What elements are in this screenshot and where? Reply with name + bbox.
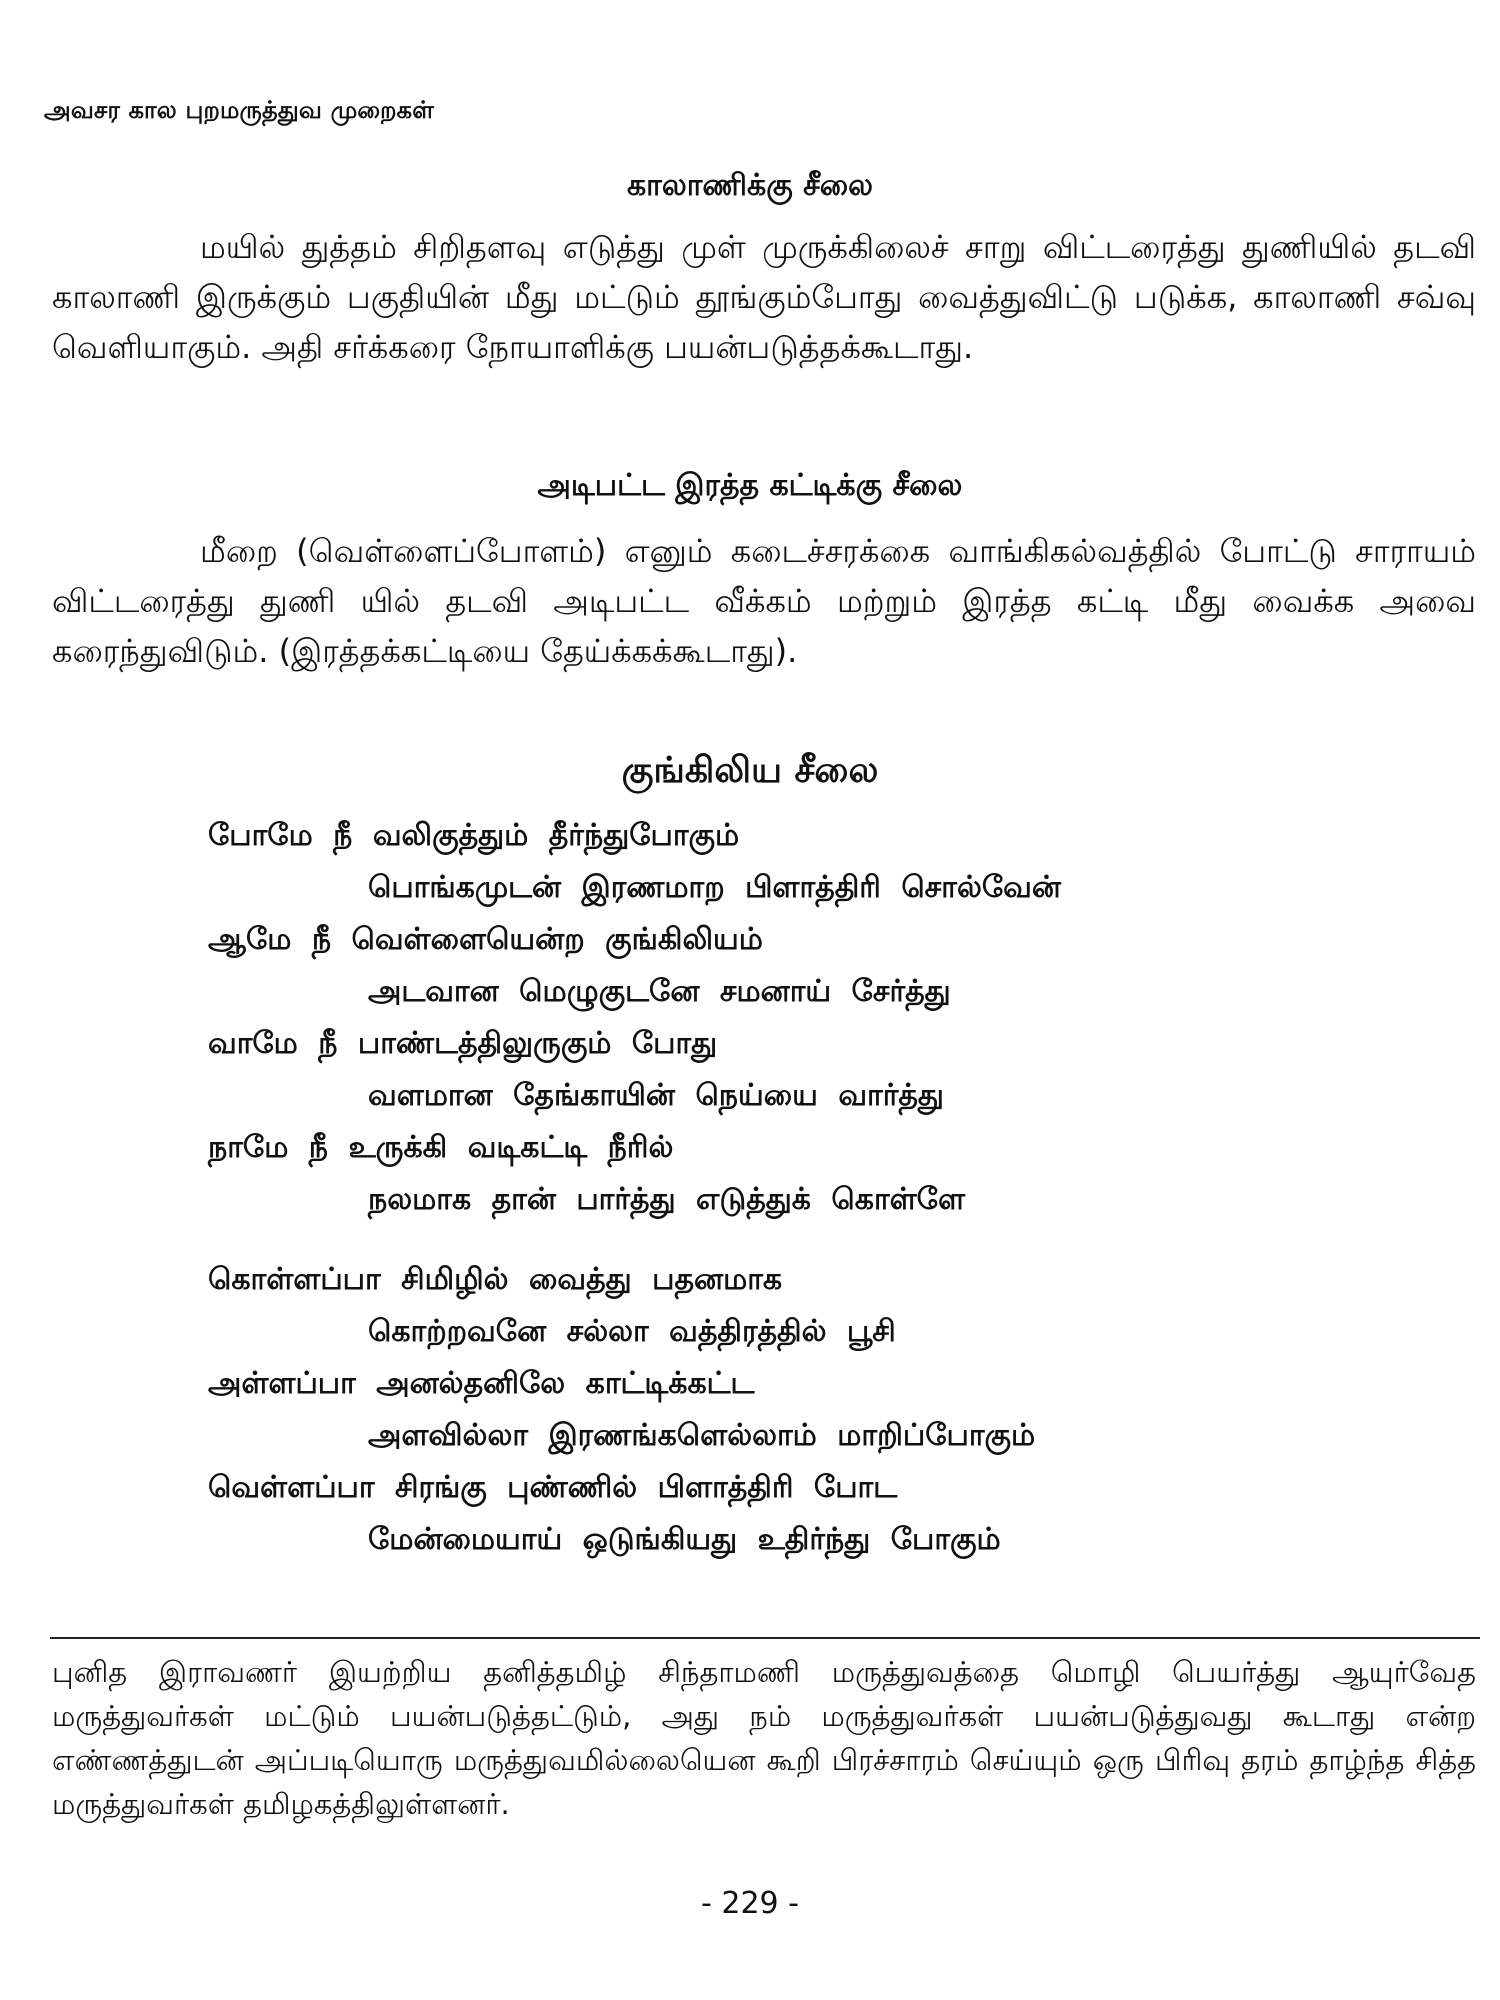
verse-line: போமே நீ வலிகுத்தும் தீர்ந்துபோகும் — [208, 818, 740, 853]
verse-line: அடவான மெழுகுடனே சமனாய் சேர்த்து — [368, 974, 951, 1009]
section-text-blood-clot-plaster: மீறை (வெள்ளைப்போளம்) எனும் கடைச்சரக்கை வாங்கிகல்வத்தில் போட்டு சாராயம் விட்டரைத்து துணி யில் தடவி அடிபட்ட வீக்கம் மற்றும் இரத்த கட்டி மீது வைக்க அவை கரைந்துவிடும். (இரத்தக்கட்டியை தேய்க்கக்கூடாது). — [52, 532, 1476, 670]
verse-line: மேன்மையாய் ஒடுங்கியது உதிர்ந்து போகும் — [368, 1522, 1001, 1557]
page-number: - 229 - — [701, 1886, 799, 1921]
section-heading-corn-plaster: காலாணிக்கு சீலை — [626, 168, 874, 203]
verse-line: பொங்கமுடன் இரணமாற பிளாத்திரி சொல்வேன் — [368, 870, 1061, 905]
verse-line: வளமான தேங்காயின் நெய்யை வார்த்து — [368, 1078, 944, 1113]
verse-line: வெள்ளப்பா சிரங்கு புண்ணில் பிளாத்திரி போட — [208, 1470, 898, 1505]
verse-line: நாமே நீ உருக்கி வடிகட்டி நீரில் — [208, 1130, 674, 1165]
verse-line: வாமே நீ பாண்டத்திலுருகும் போது — [208, 1026, 718, 1061]
verse-line: அளவில்லா இரணங்களெல்லாம் மாறிப்போகும் — [368, 1418, 1036, 1453]
stanza — [0, 1254, 1500, 1566]
section-text-corn-plaster: மயில் துத்தம் சிறிதளவு எடுத்து முள் முருக்கிலைச் சாறு விட்டரைத்து துணியில் தடவி காலாணி இருக்கும் பகுதியின் மீது மட்டும் தூங்கும்போது வைத்துவிட்டு படுக்க, காலாணி சவ்வு வெளியாகும். அதி சர்க்கரை நோயாளிக்கு பயன்படுத்தக்கூடாது. — [52, 228, 1477, 366]
verse-line: ஆமே நீ வெள்ளையென்ற குங்கிலியம் — [208, 922, 763, 957]
verse-line: அள்ளப்பா அனல்தனிலே காட்டிக்கட்ட — [208, 1366, 755, 1401]
verse-line: நலமாக தான் பார்த்து எடுத்துக் கொள்ளே — [368, 1182, 966, 1217]
running-header: அவசர கால புறமருத்துவ முறைகள் — [44, 96, 435, 124]
verse-line: கொற்றவனே சல்லா வத்திரத்தில் பூசி — [368, 1314, 896, 1349]
section-heading-blood-clot-plaster: அடிபட்ட இரத்த கட்டிக்கு சீலை — [537, 468, 963, 503]
verse-line: கொள்ளப்பா சிமிழில் வைத்து பதனமாக — [208, 1262, 783, 1297]
footnote-divider — [50, 1637, 1480, 1639]
footnote: புனித இராவணர் இயற்றிய தனித்தமிழ் சிந்தாமணி மருத்துவத்தை மொழி பெயர்த்து ஆயுர்வேத மருத்துவர்கள் மட்டும் பயன்படுத்தட்டும், அது நம் மருத்துவர்கள் பயன்படுத்துவது கூடாது என்ற எண்ணத்துடன் அப்படியொரு மருத்துவமில்லையென கூறி பிரச்சாரம் செய்யும் ஒரு பிரிவு தரம் தாழ்ந்த சித்த மருத்துவர்கள் தமிழகத்திலுள்ளனர். — [52, 1655, 1476, 1821]
section-heading-kungiliya-plaster: குங்கிலிய சீலை — [621, 750, 879, 791]
stanza — [0, 810, 1500, 1226]
verse-block — [0, 810, 1500, 1566]
